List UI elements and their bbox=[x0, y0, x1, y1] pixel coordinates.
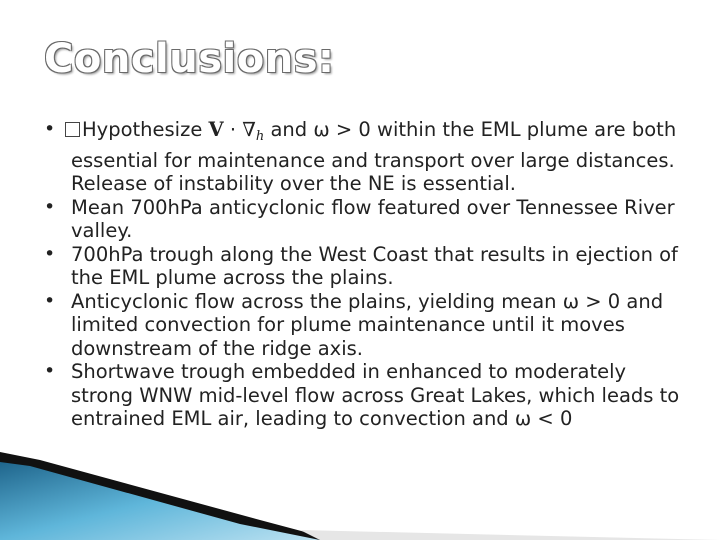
bullet-marker: • bbox=[44, 195, 56, 218]
math-subscript-h: h bbox=[255, 129, 265, 144]
missing-glyph-icon bbox=[65, 122, 80, 137]
bullet-text: Shortwave trough embedded in enhanced to moderately strong WNW mid-level flow across Great Lakes, which leads to entrained EML air, leading to convection and ω < 0 bbox=[71, 360, 680, 430]
bullet-text-pre: Hypothesize bbox=[82, 118, 209, 141]
math-dot-operator: · bbox=[223, 118, 243, 141]
bullet-item bbox=[44, 243, 694, 290]
bullet-item bbox=[44, 118, 694, 196]
math-vector-v: V bbox=[208, 118, 224, 141]
corner-decoration bbox=[0, 440, 720, 540]
bullet-marker: • bbox=[44, 289, 56, 312]
bullet-text: 700hPa trough along the West Coast that results in ejection of the EML plume across the plains. bbox=[71, 242, 678, 289]
bullet-text: Anticyclonic flow across the plains, yielding mean ω > 0 and limited convection for plume maintenance until it moves downstream of the ridge axis. bbox=[71, 289, 664, 360]
bullet-text: Mean 700hPa anticyclonic flow featured over Tennessee River valley. bbox=[71, 195, 675, 242]
bullet-item bbox=[44, 290, 694, 361]
slide-title: Conclusions: bbox=[44, 36, 335, 82]
bullet-marker: • bbox=[44, 242, 56, 265]
corner-light-sweep bbox=[300, 530, 720, 540]
bullet-marker: • bbox=[44, 360, 56, 382]
bullet-item bbox=[44, 360, 694, 431]
bullet-item bbox=[44, 196, 694, 243]
bullet-text-post: and ω > 0 within the EML plume are both essential for maintenance and transport over large distances. Release of instability over the NE is essential. bbox=[71, 118, 677, 195]
bullet-marker: • bbox=[44, 118, 56, 140]
math-nabla: ∇ bbox=[242, 118, 256, 141]
bullet-list bbox=[44, 118, 694, 431]
